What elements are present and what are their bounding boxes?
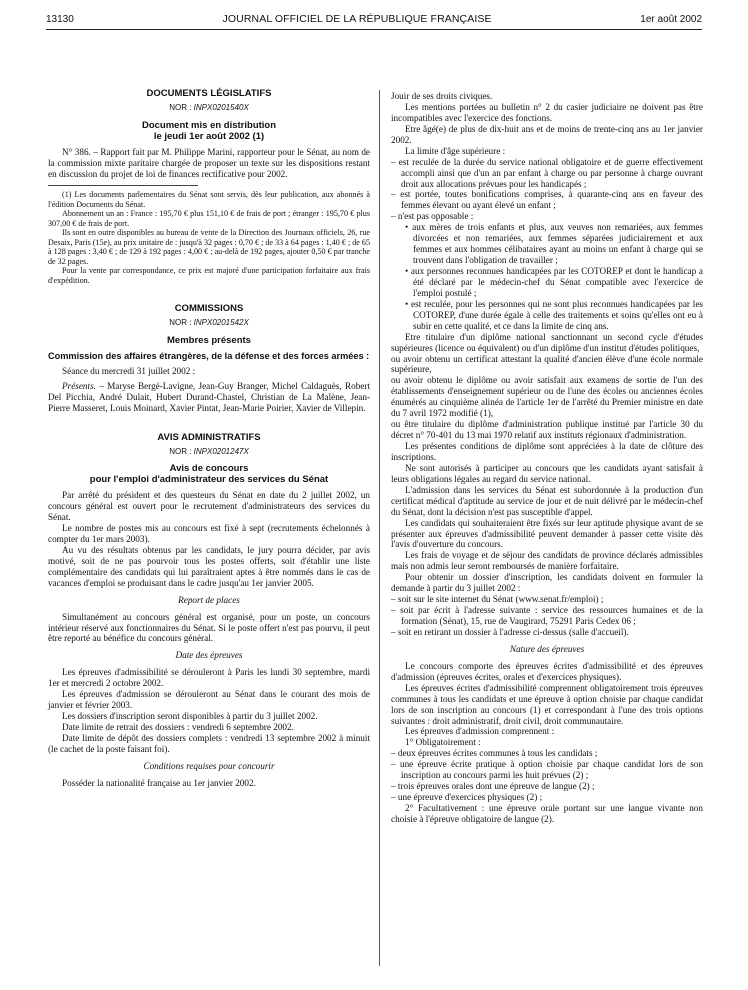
presents-paragraph — [48, 381, 370, 414]
paragraph: Le concours comporte des épreuves écrites d'admissibilité et des épreuves d'admission (épreuves écrites, orales et d'exercices physiques). — [391, 660, 703, 682]
commission-name: Commission des affaires étrangères, de la défense et des forces armées : — [48, 350, 370, 361]
paragraph: Simultanément au concours général est organisé, pour un poste, un concours intérieur réservé aux fonctionnaires du Sénat. Si le poste offert n'est pas pourvu, il peut être reporté au bénéfice du concours général. — [48, 611, 370, 644]
paragraph: 1° Obligatoirement : — [405, 737, 481, 748]
footnote: Pour la vente par correspondance, ce prix est majoré d'une participation forfaitaire aux frais d'expédition. — [48, 266, 370, 285]
list-item: – une épreuve écrite pratique à option choisie par chaque candidat lors de son inscription au concours parmi les huit prévues (2) ; — [391, 759, 703, 781]
footnote: Ils sont en outre disponibles au bureau de vente de la Direction des Journaux officiels, 26, rue Desaix, Paris (15e), au prix unitaire de : jusqu'à 32 pages : 0,70 € ; de 33 à 64 pages : 1,40 € ; de 65 à 128 pages : 3,40 € ; de 129 à 192 pages : 4,00 € ; au-delà de 192 pages, ajouter 0,50 € par tranche de 32 pages. — [48, 228, 370, 266]
paragraph: ou avoir obtenu un certificat attestant la qualité d'ancien élève d'une école normale supérieure, — [391, 353, 703, 375]
list-item: – soit par écrit à l'adresse suivante : service des ressources humaines et de la formation (Sénat), 15, rue de Vaugirard, 75291 Paris Cedex 06 ; — [391, 605, 703, 626]
nor-code: INPX0201540X — [193, 103, 249, 113]
paragraph: Date limite de dépôt des dossiers complets : vendredi 13 septembre 2002 à minuit (le cachet de la poste faisant foi). — [48, 732, 370, 754]
paragraph: Les épreuves d'admission comprennent : — [405, 726, 555, 737]
presents-list: – Maryse Bergé-Lavigne, Jean-Guy Branger, Michel Caldaguès, Robert Del Picchia, André Dulait, Hubert Durand-Chastel, Christian de La Malène, Jean-Pierre Masseret, Louis Moinard, Xavier Pintat, Jean-Marie Poirier, Xavier de Villepin. — [48, 380, 370, 413]
list-item: – n'est pas opposable : — [391, 211, 474, 222]
document-heading — [48, 121, 370, 143]
issue-date: 1er août 2002 — [640, 14, 702, 25]
paragraph: Le nombre de postes mis au concours est fixé à sept (recrutements échelonnés à compter du 1er mars 2003). — [48, 523, 370, 544]
paragraph: Posséder la nationalité française au 1er janvier 2002. — [62, 777, 256, 788]
paragraph: Les épreuves d'admissibilité se dérouleront à Paris les lundi 30 septembre, mardi 1er et mercredi 2 octobre 2002. — [48, 667, 370, 689]
paragraph: Les dossiers d'inscription seront disponibles à partir du 3 juillet 2002. — [62, 711, 318, 722]
nor-code: INPX0201247X — [193, 446, 249, 456]
sub-list-item: • aux mères de trois enfants et plus, aux veuves non remariées, aux femmes divorcées et non remariées, aux femmes séparées judiciairement et aux femmes et aux hommes célibataires ayant au moins un enfant à charge qui se trouvent dans l'obligation de travailler ; — [405, 222, 703, 266]
paragraph: Pour obtenir un dossier d'inscription, les candidats doivent en formuler la demande à partir du 3 juillet 2002 : — [391, 572, 703, 594]
paragraph: Etre titulaire d'un diplôme national sanctionnant un second cycle d'études supérieures (licence ou équivalent) ou d'un diplôme d'un institut d'études politiques, — [391, 331, 703, 353]
list-item: – est portée, toutes bonifications comprises, à quarante-cinq ans en faveur des femmes élevant ou ayant élevé un enfant ; — [391, 189, 703, 211]
nor-reference — [48, 447, 370, 457]
section-title-avis: AVIS ADMINISTRATIFS — [157, 431, 261, 443]
subheading: Report de places — [178, 594, 240, 605]
nor-label: NOR : — [169, 103, 192, 113]
paragraph: Jouir de ses droits civiques. — [391, 91, 493, 101]
paragraph: Les épreuves écrites d'admissibilité comprennent obligatoirement trois épreuves communes à tous les candidats et une épreuve à option choisie par chaque candidat lors de son inscription au concours (1) et correspondant à l'une des trois options suivantes : droit administratif, droit civil, droit communautaire. — [391, 682, 703, 726]
section-title-documents: DOCUMENTS LÉGISLATIFS — [146, 88, 272, 99]
sub-list-item: • aux personnes reconnues handicapées par les COTOREP et dont le handicap a été déclaré par le médecin-chef du Sénat compatible avec l'exercice de l'emploi postulé ; — [405, 266, 703, 298]
column-divider — [379, 90, 380, 966]
list-item: – soit sur le site internet du Sénat (www.senat.fr/emploi) ; — [391, 594, 604, 605]
header-rule — [46, 29, 702, 30]
nor-code: INPX0201542X — [193, 318, 249, 328]
paragraph: La limite d'âge supérieure : — [405, 145, 506, 156]
footnote: Abonnement un an : France : 195,70 € plus 151,10 € de frais de port ; étranger : 195,70 € plus 307,00 € de frais de port. — [48, 209, 370, 228]
nor-reference — [48, 103, 370, 113]
page-header — [46, 13, 702, 27]
journal-title: JOURNAL OFFICIEL DE LA RÉPUBLIQUE FRANÇAISE — [222, 13, 492, 25]
heading-line: Avis de concours — [169, 463, 249, 475]
paragraph: Séance du mercredi 31 juillet 2002 : — [62, 365, 196, 376]
paragraph: Les frais de voyage et de séjour des candidats de province déclarés admissibles mais non admis leur seront remboursés de manière forfaitaire. — [391, 550, 703, 572]
left-column — [48, 88, 370, 789]
nor-label: NOR : — [169, 318, 192, 328]
nor-label: NOR : — [169, 446, 192, 456]
heading-line: pour l'emploi d'administrateur des services du Sénat — [89, 474, 329, 486]
subheading: Nature des épreuves — [509, 643, 585, 654]
subheading: Conditions requises pour concourir — [143, 760, 275, 771]
paragraph: 2° Facultativement : une épreuve orale portant sur une langue vivante non choisie à l'épreuve obligatoire de langue (2). — [391, 803, 703, 824]
list-item: – deux épreuves écrites communes à tous les candidats ; — [391, 748, 598, 759]
right-column — [391, 91, 703, 825]
paragraph: L'admission dans les services du Sénat est subordonnée à la production d'un certificat médical d'aptitude au service de jour et de nuit délivré par le médecin-chef du Sénat, dont la décision n'est pas susceptible d'appel. — [391, 484, 703, 517]
subheading: Date des épreuves — [175, 650, 243, 661]
nor-reference — [48, 318, 370, 328]
heading-line: Document mis en distribution — [141, 119, 277, 131]
paragraph: N° 386. – Rapport fait par M. Philippe Marini, rapporteur pour le Sénat, au nom de la commission mixte paritaire chargée de proposer un texte sur les dispositions restant en discussion du projet de loi de finances rectificative pour 2002. — [48, 146, 370, 179]
footnote: (1) Les documents parlementaires du Sénat sont servis, dès leur publication, aux abonnés à l'édition Documents du Sénat. — [48, 190, 370, 209]
paragraph: Les candidats qui souhaiteraient être fixés sur leur aptitude physique avant de se présenter aux épreuves d'admissibilité peuvent demander à passer cette visite dès l'avis d'ouverture du concours. — [391, 517, 703, 550]
paragraph: Les présentes conditions de diplôme sont appréciées à la date de clôture des inscriptions. — [391, 441, 703, 462]
paragraph: Date limite de retrait des dossiers : vendredi 6 septembre 2002. — [62, 722, 294, 733]
paragraph: Par arrêté du président et des questeurs du Sénat en date du 2 juillet 2002, un concours général est ouvert pour le recrutement d'administrateurs des services du Sénat. — [48, 490, 370, 523]
paragraph: Ne sont autorisés à participer au concours que les candidats ayant satisfait à leurs obligations légales au regard du service national. — [391, 462, 703, 484]
list-item: – est reculée de la durée du service national obligatoire et de guerre effectivement accompli ainsi que d'un an par enfant à charge ou par personne à charge ouvrant droit aux allocations prévues pour les handicapés ; — [391, 156, 703, 189]
section-title-commissions: COMMISSIONS — [174, 303, 244, 315]
footnote-rule — [48, 185, 198, 186]
list-item: – trois épreuves orales dont une épreuve de langue (2) ; — [391, 781, 595, 792]
paragraph: Les épreuves d'admission se dérouleront au Sénat dans le courant des mois de janvier et février 2003. — [48, 689, 370, 711]
list-item: – une épreuve d'exercices physiques (2) ; — [391, 792, 543, 803]
paragraph: Les mentions portées au bulletin n° 2 du casier judiciaire ne doivent pas être incompatibles avec l'exercice des fonctions. — [391, 101, 703, 123]
paragraph: Au vu des résultats obtenus par les candidats, le jury pourra décider, par avis motivé, soit de ne pas pourvoir tous les postes offerts, soit d'établir une liste complémentaire des candidats qui lui paraîtraient aptes à être nommés dans le cas de vacances d'emploi se produisant dans le cadre jusqu'au 1er janvier 2005. — [48, 544, 370, 588]
heading-line: le jeudi 1er août 2002 (1) — [153, 130, 265, 142]
list-item: – soit en retirant un dossier à l'adresse ci-dessus (salle d'accueil). — [391, 626, 629, 637]
presents-label: Présents. — [62, 380, 96, 391]
avis-heading — [48, 464, 370, 486]
members-heading: Membres présents — [167, 334, 251, 346]
page-number: 13130 — [46, 14, 74, 25]
paragraph: Etre âgé(e) de plus de dix-huit ans et de moins de trente-cinq ans au 1er janvier 2002. — [391, 123, 703, 145]
paragraph: ou être titulaire du diplôme d'administration publique institué par l'article 30 du décret n° 70-401 du 13 mai 1970 relatif aux instituts régionaux d'administration. — [391, 419, 703, 441]
sub-list-item: • est reculée, pour les personnes qui ne sont plus reconnues handicapées par les COTOREP, d'une durée égale à celle des traitements et soins qu'elles ont eu à subir en cette qualité, et ce dans la limite de cinq ans. — [405, 298, 703, 331]
paragraph: ou avoir obtenu le diplôme ou avoir satisfait aux examens de sortie de l'un des établissements d'enseignement supérieur ou de l'une des écoles ou anciennes écoles énumérés au cinquième alinéa de l'article 1er de l'arrêté du Premier ministre en date du 7 avril 1972 modifié (1), — [391, 375, 703, 419]
